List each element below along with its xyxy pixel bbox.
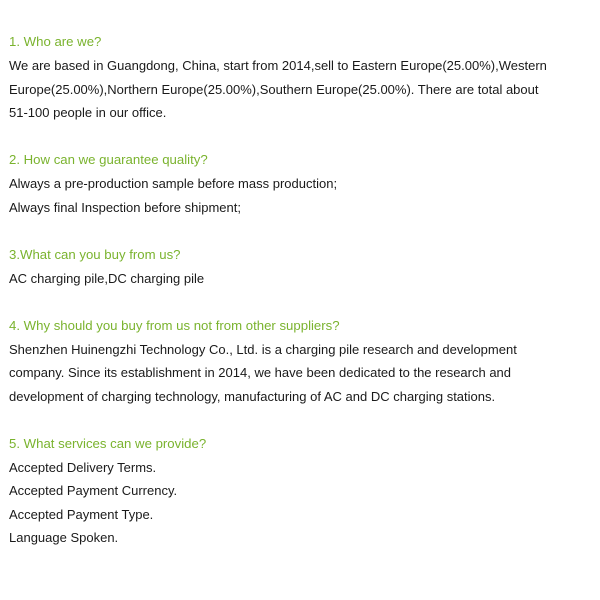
answer-line: Accepted Delivery Terms. xyxy=(9,459,157,475)
answer-line: development of charging technology, manufacturing of AC and DC charging stations. xyxy=(9,388,496,404)
faq-item-quality xyxy=(9,148,600,219)
faq-item-products xyxy=(9,243,600,291)
answer-line: Always a pre-production sample before mass production; xyxy=(9,176,338,191)
answer-line: company. Since its establishment in 2014, we have been dedicated to the research and xyxy=(9,365,512,380)
answer-line: We are based in Guangdong, China, start from 2014,sell to Eastern Europe(25.00%),Western xyxy=(9,58,547,73)
faq-answer xyxy=(9,456,584,550)
answer-line: Europe(25.00%),Northern Europe(25.00%),Southern Europe(25.00%). There are total about xyxy=(9,81,539,97)
answer-line: Language Spoken. xyxy=(9,530,119,545)
answer-line: AC charging pile,DC charging pile xyxy=(9,270,205,286)
faq-item-why-us xyxy=(9,314,600,409)
faq-question: 1. Who are we? xyxy=(9,34,102,49)
faq-answer xyxy=(9,267,584,291)
answer-line: 51-100 people in our office. xyxy=(9,105,167,120)
faq-question: 2. How can we guarantee quality? xyxy=(9,152,208,167)
faq-item-who-are-we xyxy=(9,30,600,125)
answer-line: Accepted Payment Type. xyxy=(9,506,154,522)
faq-question: 4. Why should you buy from us not from other suppliers? xyxy=(9,317,340,333)
answer-line: Accepted Payment Currency. xyxy=(9,483,178,498)
faq-question: 3.What can you buy from us? xyxy=(9,246,181,262)
faq-item-services xyxy=(9,432,600,550)
faq-answer xyxy=(9,172,584,219)
faq-answer xyxy=(9,338,584,409)
answer-line: Always final Inspection before shipment; xyxy=(9,199,241,215)
faq-question: 5. What services can we provide? xyxy=(9,435,207,451)
faq-answer xyxy=(9,54,584,125)
answer-line: Shenzhen Huinengzhi Technology Co., Ltd. is a charging pile research and development xyxy=(9,341,517,357)
